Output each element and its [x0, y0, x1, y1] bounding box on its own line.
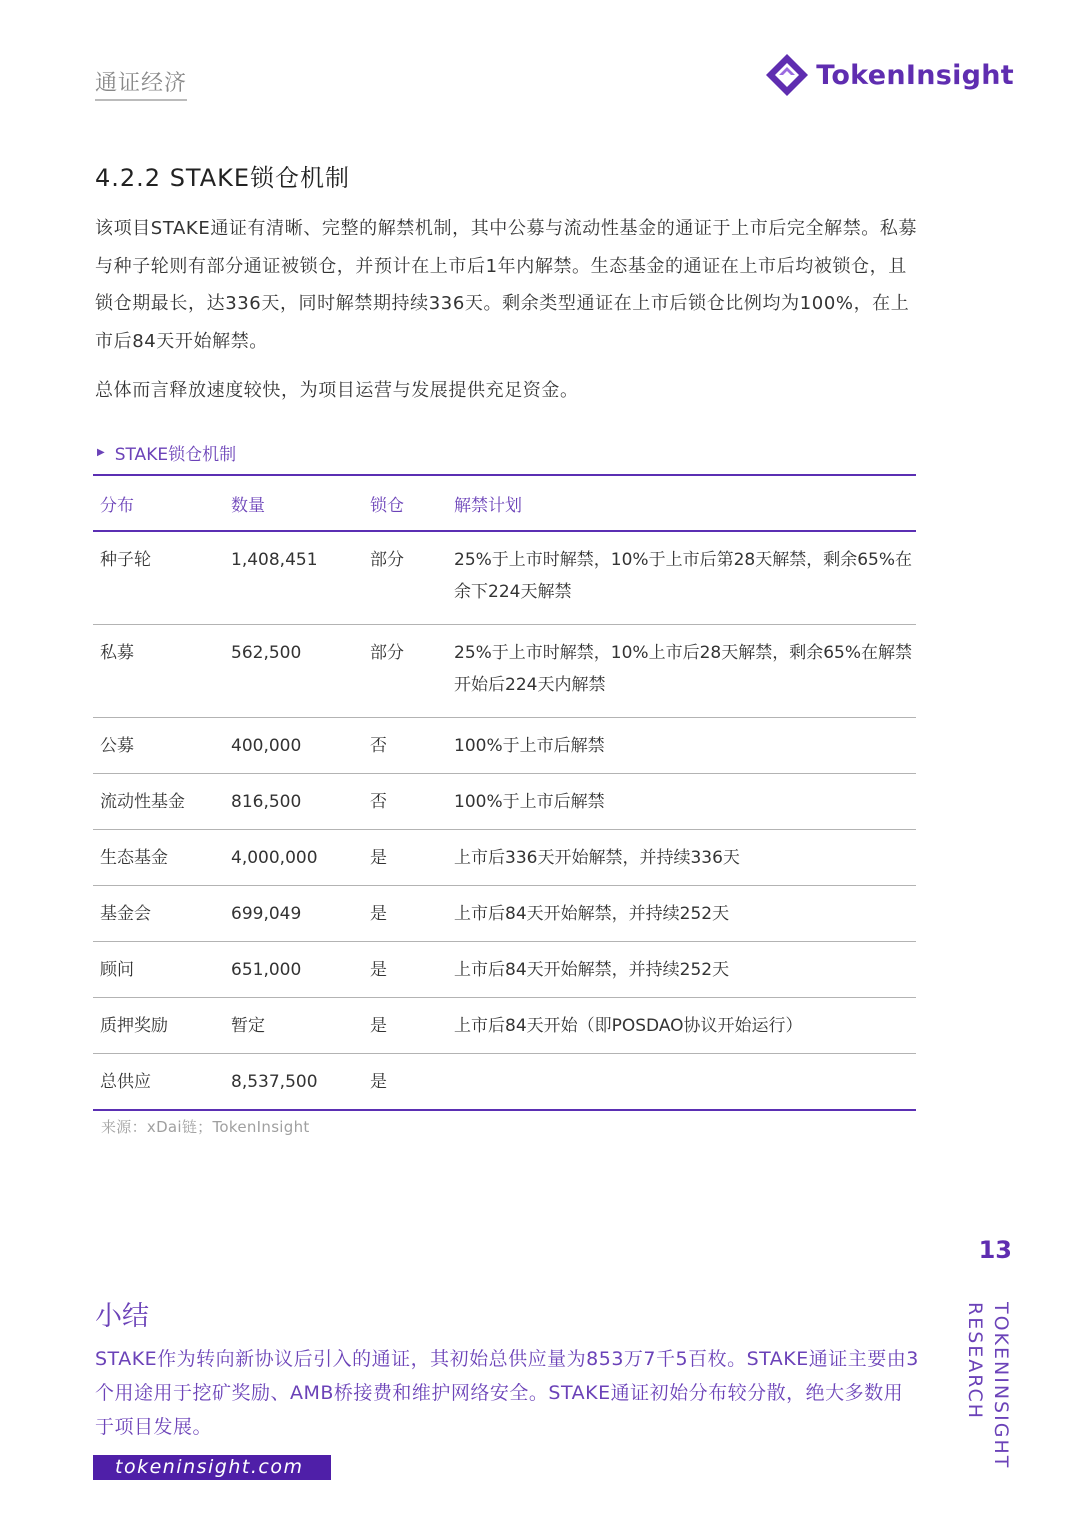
table-row: [93, 531, 916, 625]
cell-distribution: 种子轮: [93, 531, 224, 625]
cell-lockup: 是: [363, 998, 447, 1054]
cell-lockup: 是: [363, 1054, 447, 1111]
summary-text: STAKE作为转向新协议后引入的通证，其初始总供应量为853万7千5百枚。STAKE通证主要由3个用途用于挖矿奖励、AMB桥接费和维护网络安全。STAKE通证初始分布较分散，绝大多数用于项目发展。: [95, 1348, 919, 1438]
side-brand: [962, 1302, 1014, 1469]
caret-right-icon: ▶: [97, 447, 105, 458]
cell-unlock-plan: 25%于上市时解禁，10%上市后28天解禁，剩余65%在解禁开始后224天内解禁: [447, 625, 916, 718]
table-caption-text: STAKE锁仓机制: [114, 445, 237, 465]
cell-amount: 1,408,451: [224, 531, 363, 625]
table-header-row: [93, 475, 916, 531]
cell-unlock-plan: [447, 1054, 916, 1111]
table-row: [93, 625, 916, 718]
cell-amount: 8,537,500: [224, 1054, 363, 1111]
cell-distribution: 基金会: [93, 886, 224, 942]
table-row: [93, 774, 916, 830]
cell-lockup: 是: [363, 886, 447, 942]
summary-title: 小结: [95, 1301, 149, 1332]
cell-lockup: 否: [363, 718, 447, 774]
table-row: [93, 830, 916, 886]
cell-unlock-plan: 上市后84天开始（即POSDAO协议开始运行）: [447, 998, 916, 1054]
cell-distribution: 私募: [93, 625, 224, 718]
section-heading: 4.2.2 STAKE锁仓机制: [95, 164, 351, 192]
side-brand-line: TOKENINSIGHT: [990, 1302, 1012, 1470]
cell-unlock-plan: 上市后336天开始解禁，并持续336天: [447, 830, 916, 886]
cell-amount: 816,500: [224, 774, 363, 830]
column-header-distribution: 分布: [93, 475, 224, 531]
cell-lockup: 部分: [363, 531, 447, 625]
cell-lockup: 否: [363, 774, 447, 830]
cell-amount: 651,000: [224, 942, 363, 998]
table-row: [93, 942, 916, 998]
cell-amount: 暂定: [224, 998, 363, 1054]
cell-distribution: 公募: [93, 718, 224, 774]
body-paragraph: 总体而言释放速度较快，为项目运营与发展提供充足资金。: [95, 380, 579, 401]
unlock-schedule-table: [93, 474, 916, 1111]
cell-lockup: 部分: [363, 625, 447, 718]
header-section-title: 通证经济: [95, 66, 187, 101]
table-caption: [97, 440, 236, 465]
cell-unlock-plan: 100%于上市后解禁: [447, 774, 916, 830]
table-row: [93, 1054, 916, 1111]
cell-distribution: 生态基金: [93, 830, 224, 886]
cell-distribution: 流动性基金: [93, 774, 224, 830]
side-brand-line: RESEARCH: [964, 1302, 986, 1421]
cell-distribution: 顾问: [93, 942, 224, 998]
cell-unlock-plan: 100%于上市后解禁: [447, 718, 916, 774]
table-row: [93, 886, 916, 942]
cell-amount: 4,000,000: [224, 830, 363, 886]
page-number: 13: [978, 1236, 1012, 1264]
cell-lockup: 是: [363, 942, 447, 998]
cell-amount: 400,000: [224, 718, 363, 774]
cell-amount: 699,049: [224, 886, 363, 942]
table-source: 来源：xDai链；TokenInsight: [101, 1118, 310, 1136]
cell-distribution: 质押奖励: [93, 998, 224, 1054]
body-paragraph: 该项目STAKE通证有清晰、完整的解禁机制，其中公募与流动性基金的通证于上市后完全解禁。私募与种子轮则有部分通证被锁仓，并预计在上市后1年内解禁。生态基金的通证在上市后均被锁仓，且锁仓期最长，达336天，同时解禁期持续336天。剩余类型通证在上市后锁仓比例均为100%，在上市后84天开始解禁。: [95, 218, 918, 352]
brand-name: TokenInsight: [816, 59, 1014, 91]
footer-site-link[interactable]: tokeninsight.com: [93, 1455, 331, 1480]
column-header-amount: 数量: [224, 475, 363, 531]
cell-lockup: 是: [363, 830, 447, 886]
tokeninsight-logo-icon: [764, 52, 810, 98]
table-row: [93, 998, 916, 1054]
column-header-lockup: 锁仓: [363, 475, 447, 531]
table-row: [93, 718, 916, 774]
cell-unlock-plan: 上市后84天开始解禁，并持续252天: [447, 942, 916, 998]
cell-unlock-plan: 25%于上市时解禁，10%于上市后第28天解禁，剩余65%在余下224天解禁: [447, 531, 916, 625]
column-header-unlock-plan: 解禁计划: [447, 475, 916, 531]
brand-logo: [764, 52, 1014, 98]
cell-unlock-plan: 上市后84天开始解禁，并持续252天: [447, 886, 916, 942]
cell-amount: 562,500: [224, 625, 363, 718]
cell-distribution: 总供应: [93, 1054, 224, 1111]
